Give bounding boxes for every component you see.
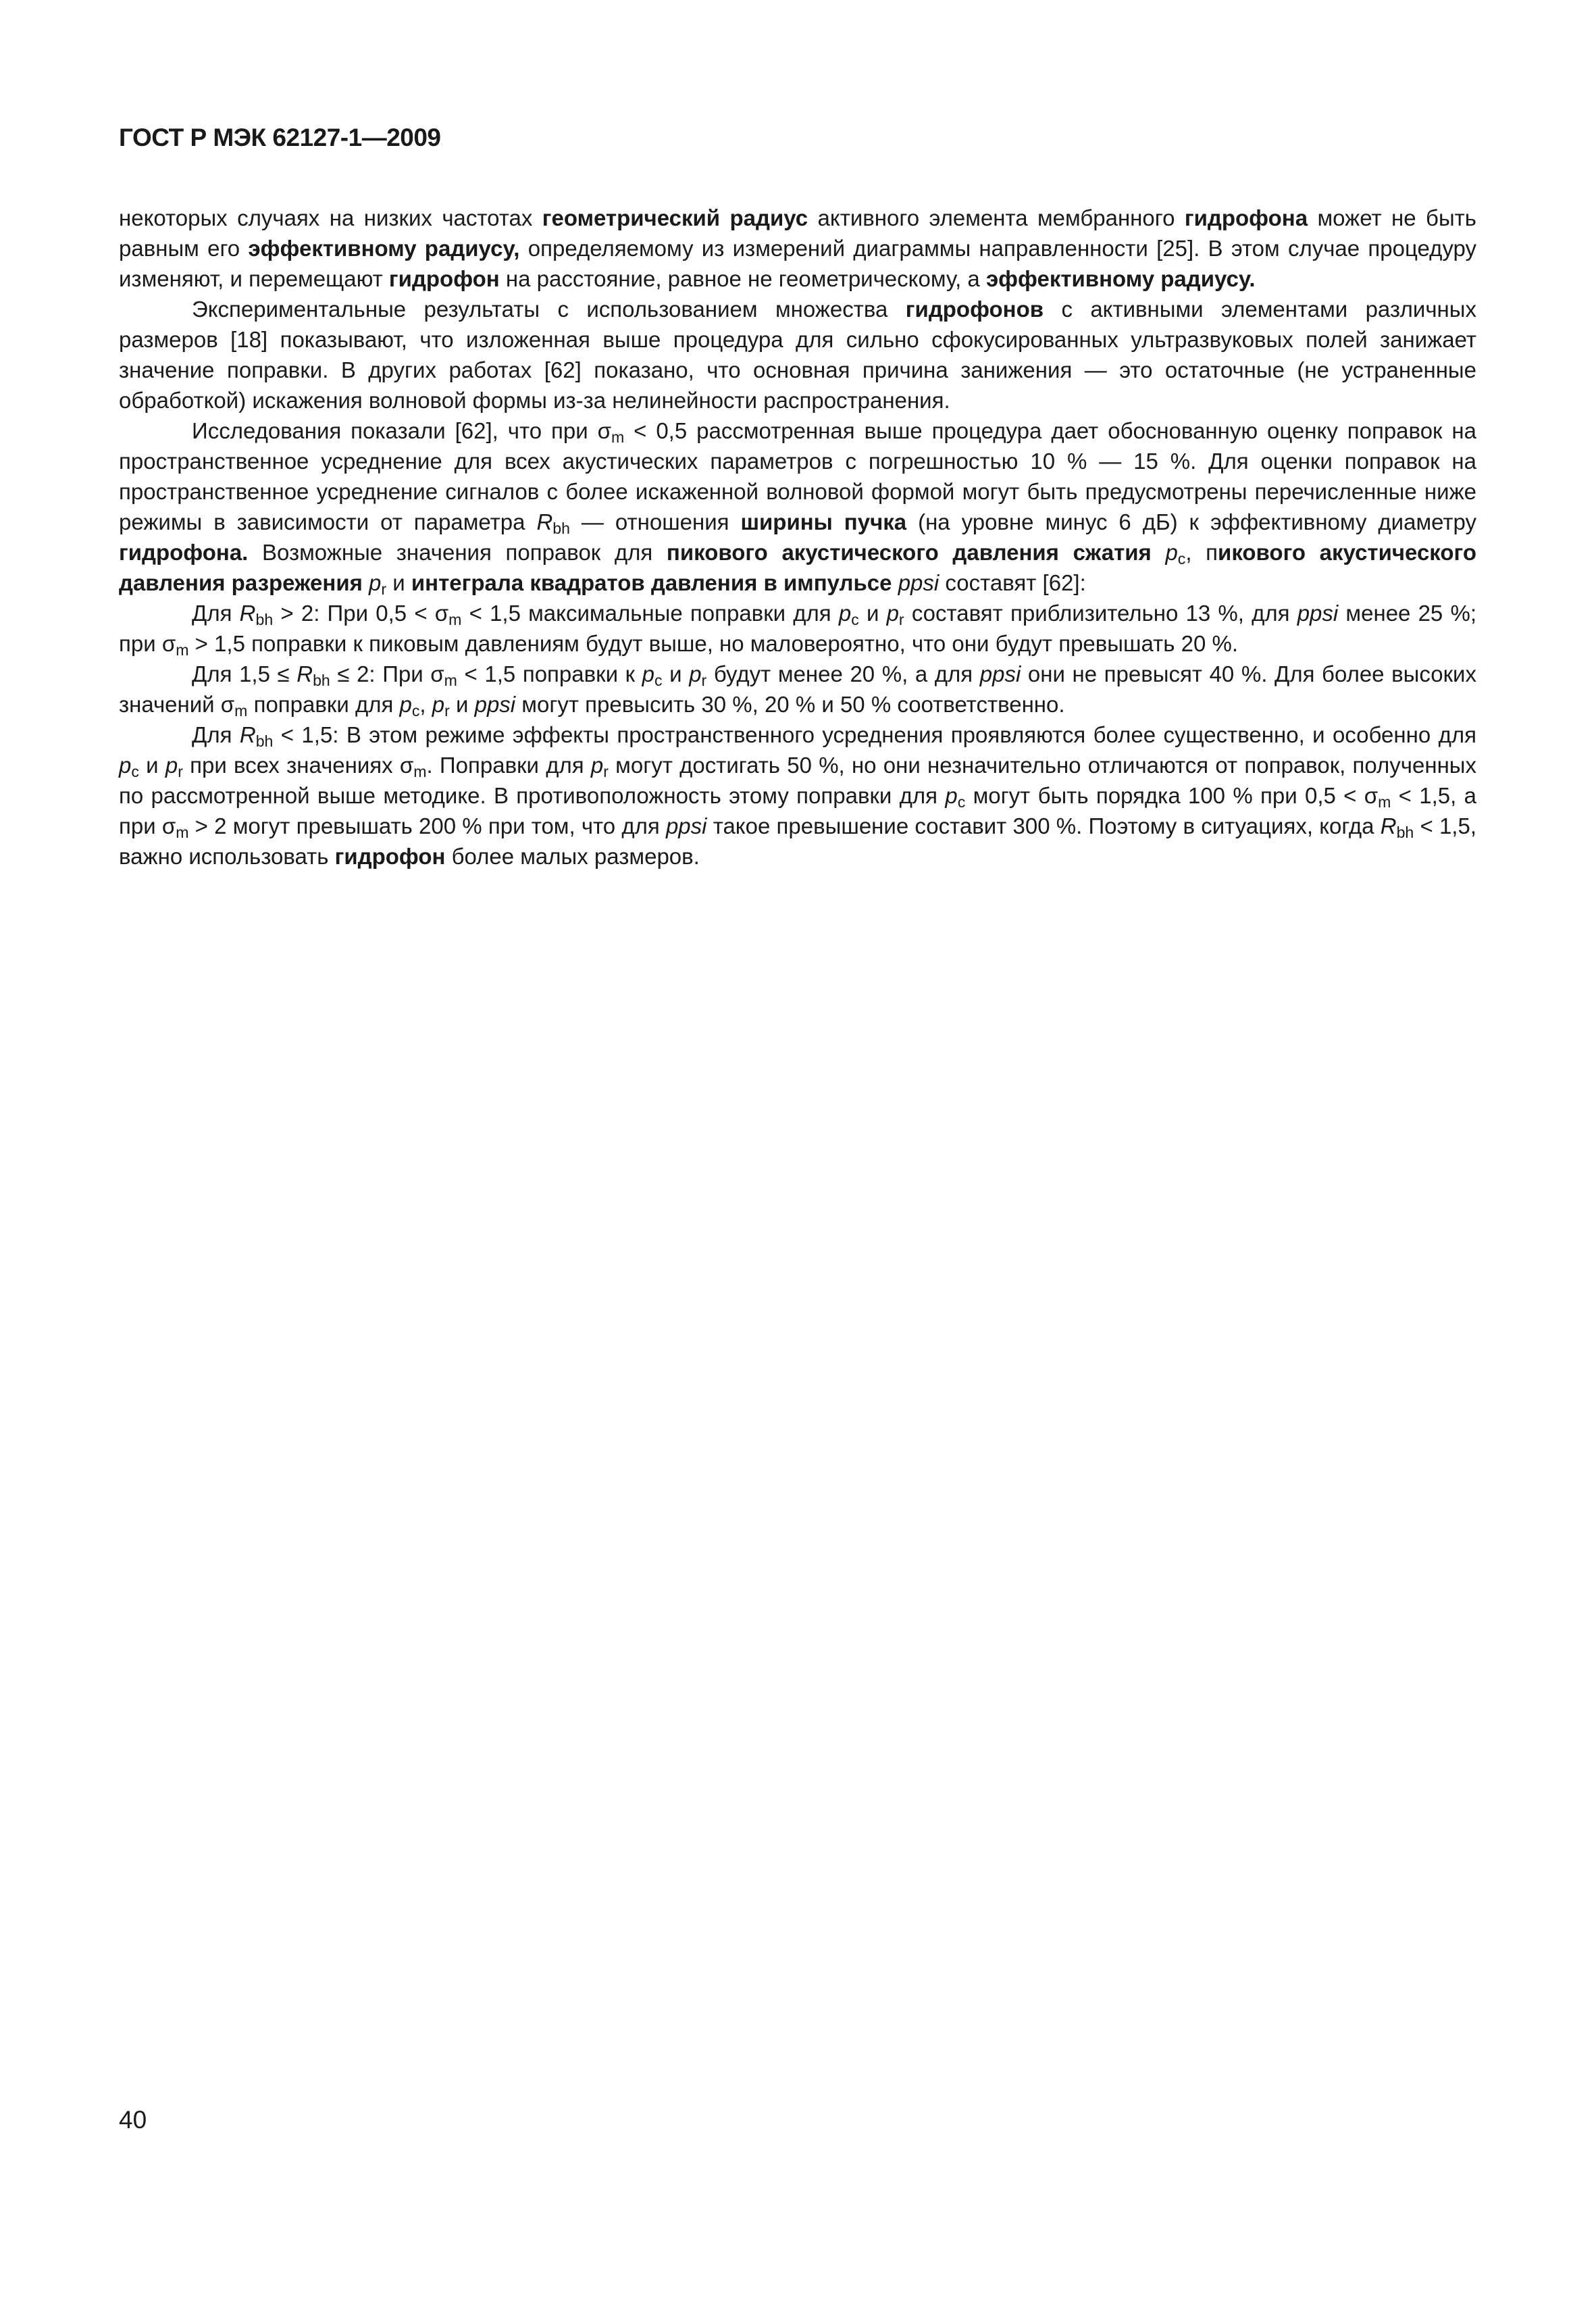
symbol-p: p: [432, 692, 445, 717]
text-span: более малых размеров.: [445, 844, 700, 869]
text-span: активного элемента мембранного: [808, 205, 1185, 230]
term-hydrophone: гидрофон: [388, 266, 500, 291]
subscript: c: [654, 672, 663, 689]
subscript: bh: [313, 672, 330, 689]
symbol-p: p: [369, 570, 382, 595]
symbol-r: R: [239, 601, 256, 626]
subscript: m: [413, 763, 427, 780]
text-span: Для: [192, 722, 240, 747]
subscript: r: [381, 580, 387, 598]
subscript: bh: [255, 611, 274, 628]
symbol-p: p: [689, 661, 702, 686]
subscript: m: [448, 611, 462, 628]
text-span: некоторых случаях на низких частотах: [119, 205, 542, 230]
subscript: r: [444, 702, 450, 720]
subscript: r: [603, 763, 609, 780]
symbol-p: p: [119, 753, 132, 778]
term-hydrophone: гидрофона: [1184, 205, 1308, 230]
term-effective-radius: эффективному радиусу,: [248, 236, 520, 261]
subscript: m: [444, 672, 457, 689]
text-span: Возможные значения поправок для: [248, 540, 667, 565]
subscript: r: [178, 763, 183, 780]
symbol-p: p: [886, 601, 899, 626]
symbol-p: p: [945, 783, 958, 808]
term-effective-radius: эффективному радиусу.: [985, 266, 1256, 291]
symbol-r: R: [536, 509, 553, 534]
subscript: m: [176, 641, 189, 659]
symbol-p: p: [399, 692, 412, 717]
subscript: c: [957, 793, 966, 811]
subscript: c: [1177, 550, 1186, 568]
text-span: . Поправки для: [426, 753, 591, 778]
subscript: m: [1378, 793, 1391, 811]
text-span: при всех значениях σ: [182, 753, 414, 778]
text-span: < 1,5: В этом режиме эффекты пространственного усреднения проявляются более существенно, и особенно для: [273, 722, 1476, 747]
text-span: и: [138, 753, 165, 778]
term-geometric-radius: геометрический радиус: [542, 205, 808, 230]
text-span: < 1,5, а при σ: [119, 783, 1476, 838]
symbol-ppsi: ppsi: [979, 661, 1021, 686]
paragraph-6: [119, 720, 1476, 872]
subscript: m: [234, 702, 248, 720]
text-span: и: [858, 601, 887, 626]
paragraph-2: [119, 294, 1476, 416]
symbol-r: R: [297, 661, 313, 686]
text-span: < 1,5, важно использовать: [119, 813, 1477, 869]
text-span: ≤ 2: При σ: [330, 661, 444, 686]
symbol-r: R: [239, 722, 256, 747]
text-span: — отношения: [569, 509, 741, 534]
text-span: [892, 570, 898, 595]
text-span: и: [449, 692, 475, 717]
text-span: и: [386, 570, 411, 595]
symbol-ppsi: ppsi: [474, 692, 516, 717]
paragraph-1: [119, 203, 1476, 294]
text-span: > 2 могут превышать 200 % при том, что для: [188, 813, 666, 838]
subscript: c: [851, 611, 859, 628]
text-span: Для: [192, 601, 240, 626]
symbol-p: p: [838, 601, 852, 626]
symbol-p: p: [642, 661, 655, 686]
text-span: [363, 570, 369, 595]
text-span: Экспериментальные результаты с использованием множества: [192, 297, 906, 322]
text-span: могут быть порядка 100 % при 0,5 < σ: [965, 783, 1379, 808]
term-hydrophone: гидрофона.: [119, 540, 249, 565]
text-span: ,: [419, 692, 432, 717]
paragraph-4: [119, 598, 1476, 659]
symbol-p: p: [1165, 540, 1178, 565]
text-span: составят приблизительно 13 %, для: [904, 601, 1297, 626]
term-pulse-pressure-squared-integral: интеграла квадратов давления в импульсе: [411, 570, 892, 595]
text-span: < 0,5 рассмотренная выше процедура дает обоснованную оценку поправок на пространственное усреднение для всех акустических параметров с погрешностью 10 % — 15 %. Для оценки поправок на пространственное усреднение сигналов с более искаженной волновой формой могут быть предусмотрены перечисленные ниже режимы в зависимости от параметра: [119, 418, 1476, 534]
text-span: < 1,5 поправки к: [457, 661, 642, 686]
term-hydrophones: гидрофонов: [905, 297, 1044, 322]
term-peak-rarefactional-pressure: икового акустического давления разрежения: [119, 540, 1477, 595]
term-beam-width: ширины пучка: [740, 509, 907, 534]
text-span: > 1,5 поправки к пиковым давлениям будут выше, но маловероятно, что они будут превышать 20 %.: [188, 631, 1238, 656]
text-span: такое превышение составит 300 %. Поэтому в ситуациях, когда: [706, 813, 1381, 838]
symbol-ppsi: ppsi: [898, 570, 939, 595]
text-span: > 2: При 0,5 < σ: [273, 601, 449, 626]
symbol-ppsi: ppsi: [665, 813, 707, 838]
text-span: с активными элементами различных размеров [18] показывают, что изложенная выше процедура для сильно сфокусированных ультразвуковых полей занижает значение поправки. В других работах [62] показано, что основная причина занижения — это остаточные (не устраненные обработкой) искажения волновой формы из-за нелинейности распространения.: [119, 297, 1476, 413]
text-span: может не быть равным его: [119, 205, 1476, 261]
symbol-ppsi: ppsi: [1297, 601, 1339, 626]
subscript: bh: [1396, 824, 1414, 841]
page-number: 40: [119, 2106, 147, 2134]
subscript: r: [898, 611, 904, 628]
text-span: (на уровне минус 6 дБ) к эффективному диаметру: [906, 509, 1476, 534]
text-span: будут менее 20 %, а для: [706, 661, 980, 686]
text-span: они не превысят 40 %. Для более высоких значений σ: [119, 661, 1476, 717]
paragraph-3: [119, 416, 1476, 598]
text-span: на расстояние, равное не геометрическому, а: [499, 266, 986, 291]
text-span: менее 25 %; при σ: [119, 601, 1476, 656]
text-span: , п: [1185, 540, 1218, 565]
subscript: m: [611, 428, 625, 446]
text-span: поправки для: [247, 692, 400, 717]
subscript: bh: [255, 732, 274, 750]
subscript: r: [701, 672, 707, 689]
subscript: m: [176, 824, 189, 841]
term-peak-compressional-pressure: пикового акустического давления сжатия: [666, 540, 1152, 565]
symbol-p: p: [165, 753, 178, 778]
subscript: c: [411, 702, 420, 720]
symbol-p: p: [590, 753, 604, 778]
paragraph-5: [119, 659, 1476, 720]
subscript: bh: [552, 520, 570, 537]
text-span: определяемому из измерений диаграммы направленности [25]. В этом случае процедуру изменяют, и перемещают: [119, 236, 1476, 291]
text-span: могут достигать 50 %, но они незначительно отличаются от поправок, полученных по рассмотренной выше методике. В противоположность этому поправки для: [119, 753, 1477, 808]
body-text: [119, 203, 1476, 872]
subscript: c: [131, 763, 139, 780]
text-span: могут превысить 30 %, 20 % и 50 % соответственно.: [515, 692, 1065, 717]
text-span: < 1,5 максимальные поправки для: [461, 601, 839, 626]
document-code-header: ГОСТ Р МЭК 62127-1—2009: [119, 124, 441, 151]
symbol-r: R: [1380, 813, 1397, 838]
text-span: Для 1,5 ≤: [192, 661, 297, 686]
text-span: Исследования показали [62], что при σ: [192, 418, 611, 443]
term-hydrophone: гидрофон: [334, 844, 446, 869]
text-span: [1152, 540, 1166, 565]
text-span: составят [62]:: [939, 570, 1086, 595]
text-span: и: [662, 661, 690, 686]
